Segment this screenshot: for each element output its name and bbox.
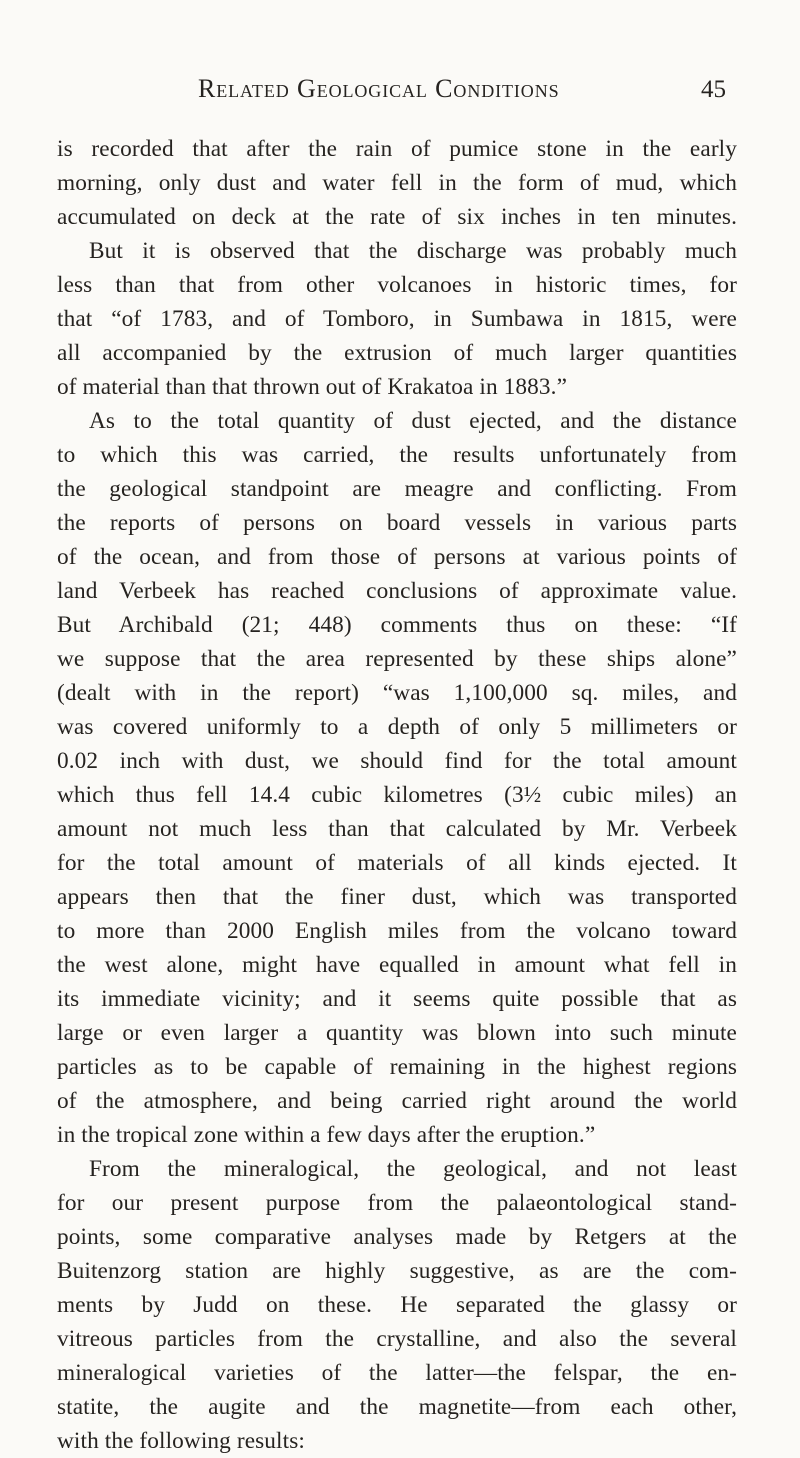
text-line: to which this was carried, the results unfortunately from — [57, 442, 737, 468]
page-number: 45 — [701, 76, 726, 103]
text-line: Buitenzorg station are highly suggestive, as are the com- — [57, 1258, 737, 1284]
text-line: for the total amount of materials of all kinds ejected. It — [57, 850, 737, 876]
text-line: that “of 1783, and of Tomboro, in Sumbawa in 1815, were — [57, 306, 737, 332]
text-line: large or even larger a quantity was blown into such minute — [57, 1020, 737, 1046]
running-head-title: Related Geological Conditions — [198, 74, 560, 103]
text-line: appears then that the finer dust, which was transported — [57, 884, 737, 910]
text-line: is recorded that after the rain of pumice stone in the early — [57, 136, 737, 162]
text-line: we suppose that the area represented by these ships alone” — [57, 646, 737, 672]
text-line: From the mineralogical, the geological, and not least — [89, 1156, 737, 1182]
text-line: was covered uniformly to a depth of only 5 millimeters or — [57, 714, 737, 740]
text-line: the geological standpoint are meagre and conflicting. From — [57, 476, 737, 502]
text-line: statite, the augite and the magnetite—from each other, — [57, 1394, 737, 1420]
text-line: amount not much less than that calculated by Mr. Verbeek — [57, 816, 737, 842]
text-line: points, some comparative analyses made by Retgers at the — [57, 1224, 737, 1250]
text-line: vitreous particles from the crystalline, and also the several — [57, 1326, 737, 1352]
text-line: the reports of persons on board vessels in various parts — [57, 510, 737, 536]
running-head — [0, 74, 800, 114]
text-line: accumulated on deck at the rate of six inches in ten minutes. — [57, 204, 737, 230]
text-line: of the ocean, and from those of persons at various points of — [57, 544, 737, 570]
text-line: for our present purpose from the palaeontological stand- — [57, 1190, 737, 1216]
text-line: of material than that thrown out of Krakatoa in 1883.” — [57, 374, 568, 400]
text-line: its immediate vicinity; and it seems quite possible that as — [57, 986, 737, 1012]
text-line: of the atmosphere, and being carried right around the world — [57, 1088, 737, 1114]
text-line: But Archibald (21; 448) comments thus on these: “If — [57, 612, 737, 638]
text-line: (dealt with in the report) “was 1,100,000 sq. miles, and — [57, 680, 737, 706]
text-line: But it is observed that the discharge was probably much — [89, 238, 737, 264]
text-line: mineralogical varieties of the latter—the felspar, the en- — [57, 1360, 737, 1386]
text-line: less than that from other volcanoes in historic times, for — [57, 272, 737, 298]
text-line: to more than 2000 English miles from the volcano toward — [57, 918, 737, 944]
text-line: 0.02 inch with dust, we should find for the total amount — [57, 748, 737, 774]
text-line: which thus fell 14.4 cubic kilometres (3½ cubic miles) an — [57, 782, 737, 808]
text-line: in the tropical zone within a few days after the eruption.” — [57, 1122, 596, 1148]
text-line: morning, only dust and water fell in the form of mud, which — [57, 170, 737, 196]
text-line: As to the total quantity of dust ejected, and the distance — [89, 408, 737, 434]
text-line: ments by Judd on these. He separated the glassy or — [57, 1292, 737, 1318]
text-line: all accompanied by the extrusion of much larger quantities — [57, 340, 737, 366]
text-line: land Verbeek has reached conclusions of approximate value. — [57, 578, 737, 604]
text-line: with the following results: — [57, 1428, 305, 1454]
text-line: particles as to be capable of remaining in the highest regions — [57, 1054, 737, 1080]
text-line: the west alone, might have equalled in amount what fell in — [57, 952, 737, 978]
body-text — [57, 132, 737, 1458]
